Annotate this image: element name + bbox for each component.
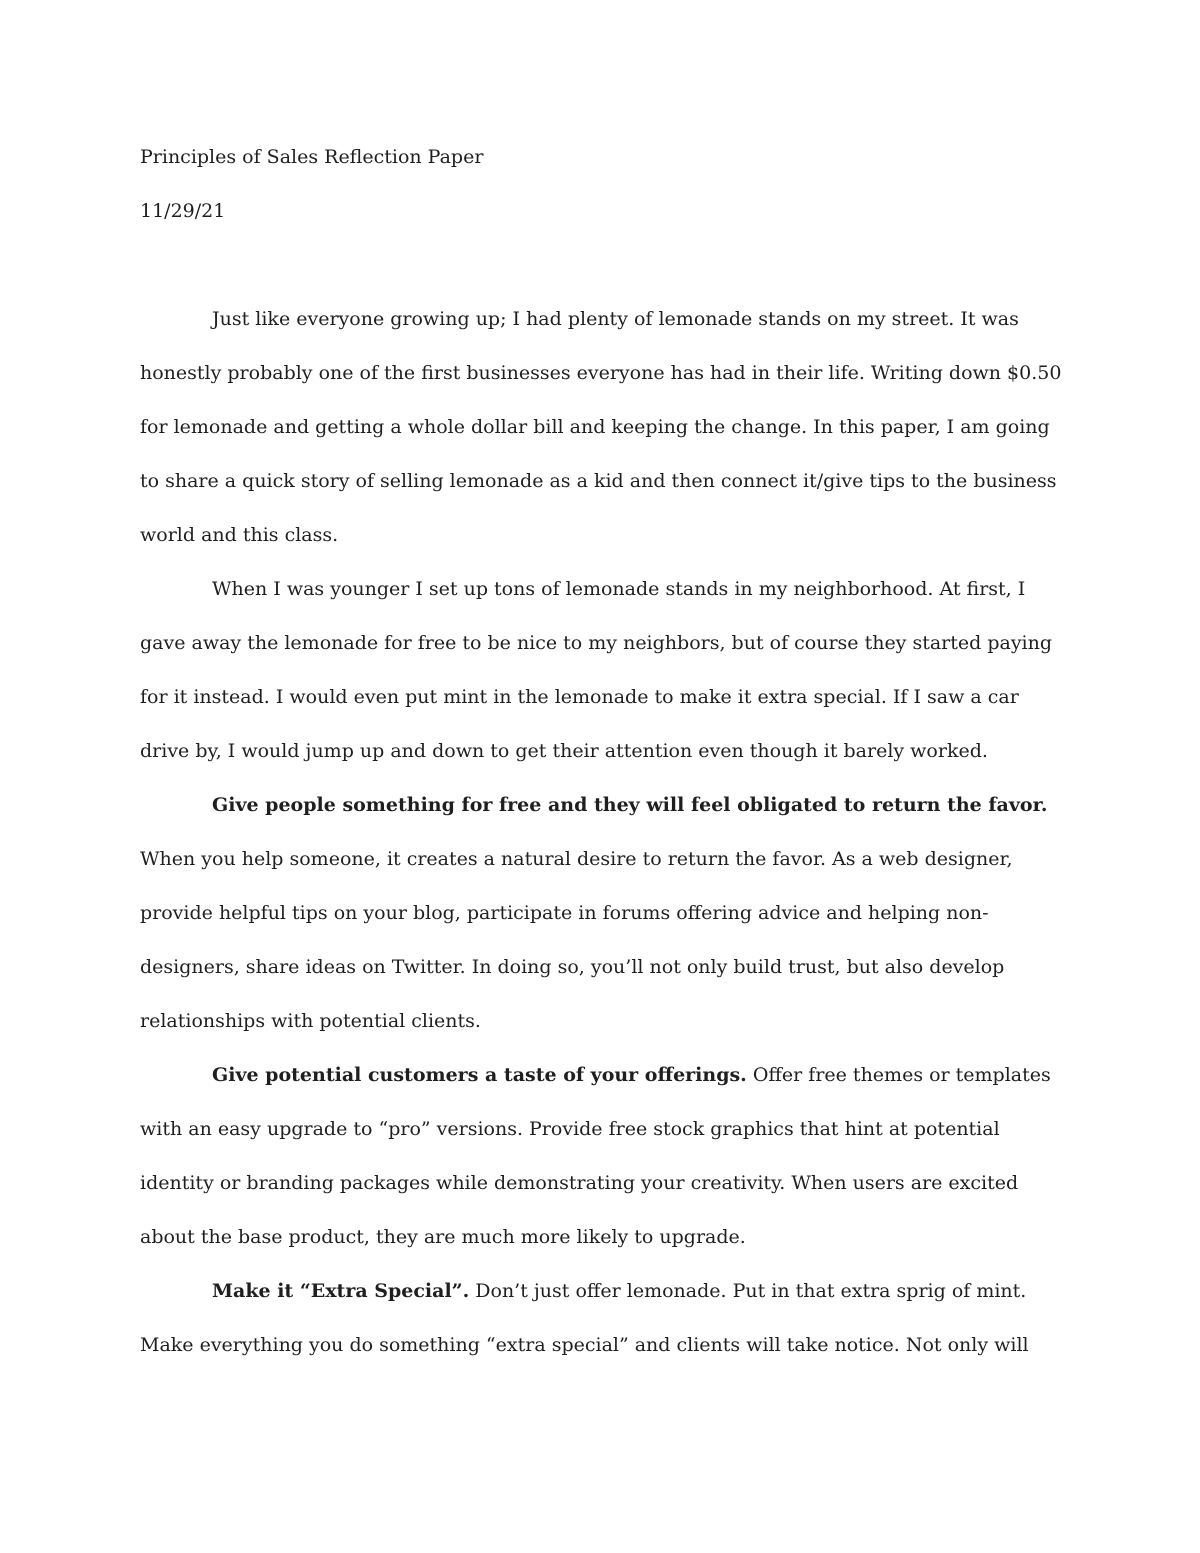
paragraph-story <box>140 562 1065 778</box>
paragraph-tip-taste <box>140 1048 1065 1264</box>
paragraph-lead: Make it “Extra Special”. <box>212 1280 470 1302</box>
paragraph-lead: Give people something for free and they will feel obligated to return the favor. <box>212 794 1048 816</box>
paragraph-lead: Give potential customers a taste of your offerings. <box>212 1064 747 1086</box>
blank-line <box>140 238 1065 292</box>
paragraph-text: Offer free themes or templates with an easy upgrade to “pro” versions. Provide free stock graphics that hint at potential identity or branding packages while demonstrating your creativity. When users are excited about the base product, they are much more likely to upgrade. <box>140 1064 1051 1248</box>
paragraph-tip-free <box>140 778 1065 1048</box>
paragraph-tip-special <box>140 1264 1065 1372</box>
document-date: 11/29/21 <box>140 200 226 222</box>
document-body <box>140 130 1065 1372</box>
document-title: Principles of Sales Reflection Paper <box>140 146 484 168</box>
paragraph-text: Don’t just offer lemonade. Put in that extra sprig of mint. Make everything you do something “extra special” and clients will take notice. Not only will <box>140 1280 1029 1356</box>
paragraph-text: When I was younger I set up tons of lemonade stands in my neighborhood. At first, I gave away the lemonade for free to be nice to my neighbors, but of course they started paying for it instead. I would even put mint in the lemonade to make it extra special. If I saw a car drive by, I would jump up and down to get their attention even though it barely worked. <box>140 578 1053 762</box>
paragraph-intro <box>140 292 1065 562</box>
paragraph-text: When you help someone, it creates a natural desire to return the favor. As a web designer, provide helpful tips on your blog, participate in forums offering advice and helping non-designers, share ideas on Twitter. In doing so, you’ll not only build trust, but also develop relationships with potential clients. <box>140 848 1013 1032</box>
paragraph-text: Just like everyone growing up; I had plenty of lemonade stands on my street. It was honestly probably one of the first businesses everyone has had in their life. Writing down $0.50 for lemonade and getting a whole dollar bill and keeping the change. In this paper, I am going to share a quick story of selling lemonade as a kid and then connect it/give tips to the business world and this class. <box>140 308 1062 546</box>
